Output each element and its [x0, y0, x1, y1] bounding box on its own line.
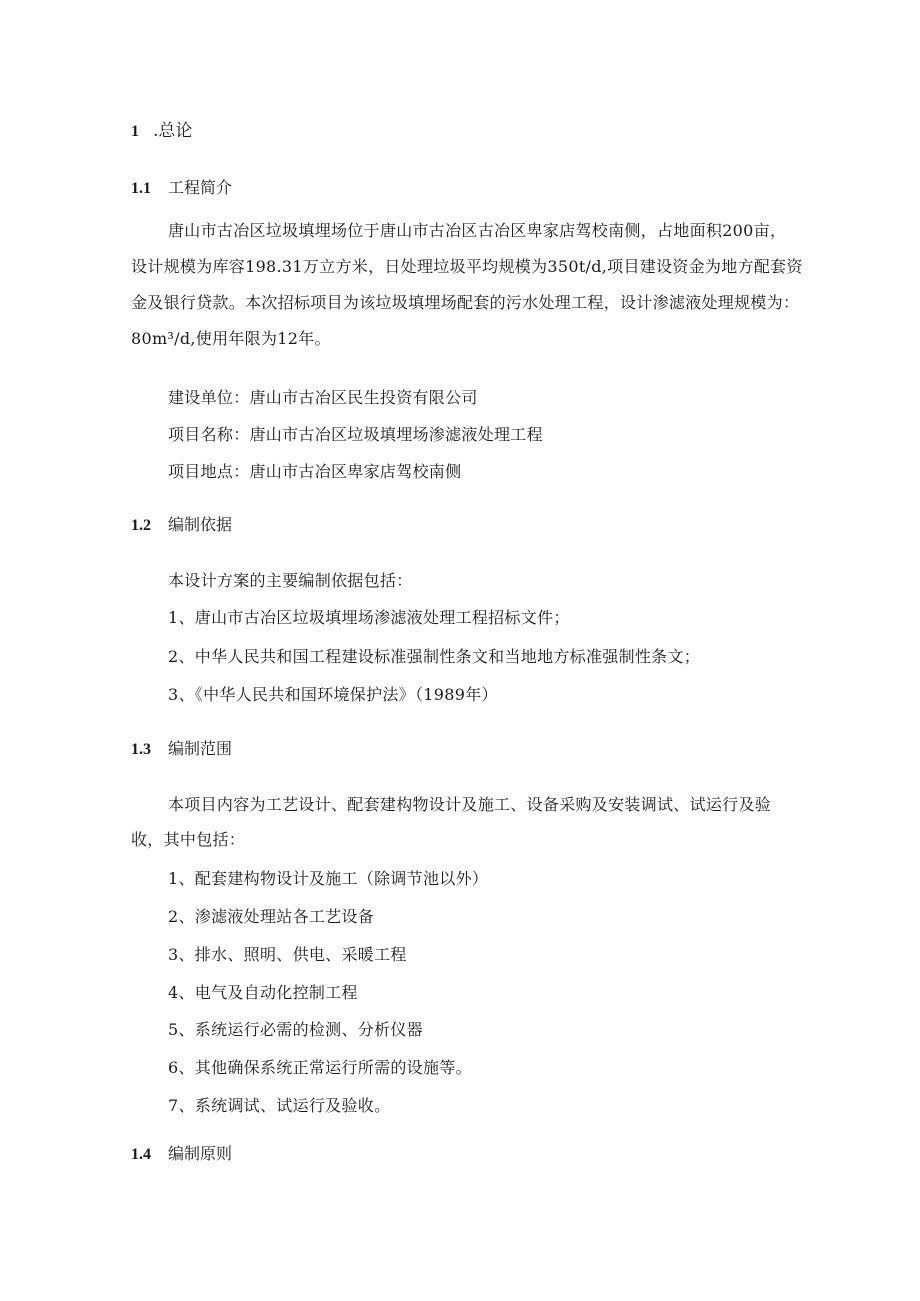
list-item: 2、渗滤液处理站各工艺设备: [168, 907, 375, 926]
section-title: 工程简介: [168, 178, 233, 197]
project-info-line: 项目名称：唐山市古冶区垃圾填埋场渗滤液处理工程: [168, 425, 543, 444]
section-title: 编制原则: [168, 1144, 233, 1163]
section-number: 1.3: [131, 741, 151, 758]
section-number: 1.2: [131, 517, 151, 534]
section-1-3-heading: [131, 736, 232, 759]
project-info-line: 项目地点：唐山市古冶区卑家店驾校南侧: [168, 462, 462, 481]
section-1-heading: [131, 116, 192, 141]
paragraph-line: 80m³/d,使用年限为12年。: [131, 329, 331, 348]
list-item: 1、唐山市古冶区垃圾填埋场渗滤液处理工程招标文件；: [168, 608, 570, 627]
list-item: 6、其他确保系统正常运行所需的设施等。: [168, 1058, 472, 1077]
section-1-1-heading: [131, 175, 232, 198]
list-item: 5、系统运行必需的检测、分析仪器: [168, 1020, 423, 1039]
paragraph-line: 唐山市古冶区垃圾填埋场位于唐山市古冶区古冶区卑家店驾校南侧，占地面积200亩，: [168, 221, 787, 240]
list-item: 7、系统调试、试运行及验收。: [168, 1096, 391, 1115]
section-number: 1.4: [131, 1146, 151, 1163]
section-title: 编制依据: [168, 515, 233, 534]
paragraph-line: 本项目内容为工艺设计、配套建构物设计及施工、设备采购及安装调试、试运行及验: [168, 795, 772, 814]
list-item: 1、配套建构物设计及施工（除调节池以外）: [168, 869, 489, 888]
list-item: 4、电气及自动化控制工程: [168, 983, 358, 1002]
project-info-line: 建设单位：唐山市古冶区民生投资有限公司: [168, 388, 478, 407]
list-item: 3、《中华人民共和国环境保护法》（1989年）: [168, 685, 498, 704]
paragraph-line: 设计规模为库容198.31万立方米，日处理垃圾平均规模为350t/d,项目建设资金为地方配套资: [131, 257, 803, 276]
list-item: 2、中华人民共和国工程建设标准强制性条文和当地地方标准强制性条文；: [168, 647, 701, 666]
section-1-2-heading: [131, 512, 232, 535]
section-number: 1.1: [131, 180, 151, 197]
intro-line: 本设计方案的主要编制依据包括：: [168, 571, 413, 590]
list-item: 3、排水、照明、供电、采暖工程: [168, 945, 407, 964]
section-title: 编制范围: [168, 739, 233, 758]
section-1-4-heading: [131, 1141, 232, 1164]
paragraph-line: 收，其中包括：: [131, 830, 246, 849]
section-number: 1: [131, 123, 139, 140]
paragraph-line: 金及银行贷款。本次招标项目为该垃圾填埋场配套的污水处理工程，设计渗滤液处理规模为：: [131, 293, 800, 312]
section-title: .总论: [153, 121, 193, 141]
